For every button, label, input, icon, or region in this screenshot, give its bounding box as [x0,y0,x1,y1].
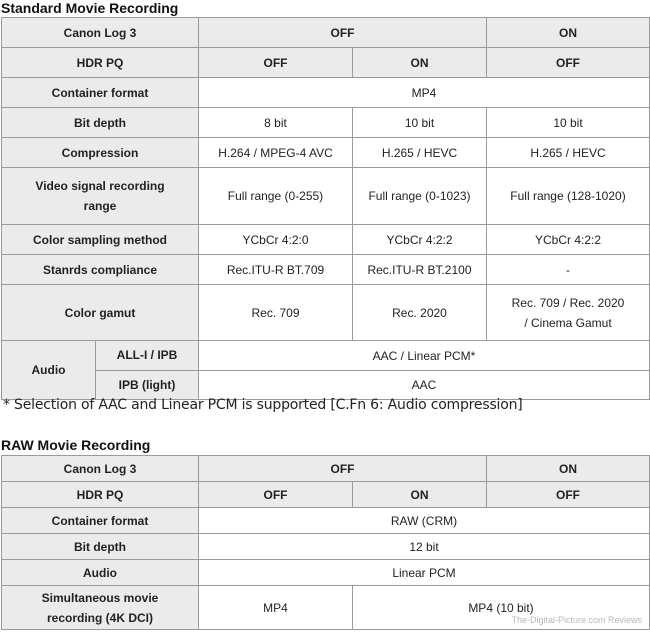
standard-movie-title: Standard Movie Recording [1,0,179,16]
raw-canon-log3-on: ON [487,456,650,482]
raw-bit-depth-label: Bit depth [2,534,199,560]
raw-audio-value: Linear PCM [199,560,650,586]
audio-label: Audio [31,363,66,377]
table-row [2,78,650,108]
color-gamut-col3-line1: Rec. 709 / Rec. 2020 [511,295,625,310]
table-row [2,508,650,534]
table-row [2,18,650,48]
signal-range-label-line2: range [83,199,117,213]
raw-simultaneous-label-line1: Simultaneous movie [41,590,159,605]
standards-col1: Rec.ITU-R BT.709 [199,255,353,285]
compression-col1: H.264 / MPEG-4 AVC [199,138,353,168]
table-row [2,341,650,371]
standards-label: Stanrds compliance [2,255,199,285]
raw-audio-label: Audio [2,560,199,586]
raw-hdr-pq-col2: ON [353,482,487,508]
signal-range-col2: Full range (0-1023) [353,168,487,225]
signal-range-col3: Full range (128-1020) [487,168,650,225]
container-format-value: MP4 [199,78,650,108]
raw-simultaneous-col1: MP4 [199,586,353,630]
standards-col2: Rec.ITU-R BT.2100 [353,255,487,285]
compression-label: Compression [2,138,199,168]
raw-container-format-label: Container format [2,508,199,534]
audio-label-cell [2,341,199,400]
standards-col3: - [487,255,650,285]
table-row [2,255,650,285]
color-sampling-col3: YCbCr 4:2:2 [487,225,650,255]
standard-movie-table [1,17,650,400]
container-format-label: Container format [2,78,199,108]
raw-movie-table [1,455,650,630]
color-sampling-col1: YCbCr 4:2:0 [199,225,353,255]
canon-log3-label: Canon Log 3 [2,18,199,48]
color-gamut-col3-line2: / Cinema Gamut [524,315,612,330]
table-row [2,138,650,168]
site-watermark: The-Digital-Picture.com Reviews [511,615,642,625]
hdr-pq-label: HDR PQ [2,48,199,78]
color-gamut-col3 [487,285,650,341]
color-sampling-label: Color sampling method [2,225,199,255]
table-row [2,168,650,225]
audio-sub2-value: AAC [199,371,650,400]
audio-sub1-label: ALL-I / IPB [96,341,198,371]
bit-depth-col2: 10 bit [353,108,487,138]
raw-movie-title: RAW Movie Recording [1,437,151,453]
color-gamut-col2: Rec. 2020 [353,285,487,341]
raw-bit-depth-value: 12 bit [199,534,650,560]
raw-canon-log3-label: Canon Log 3 [2,456,199,482]
signal-range-label [2,168,199,225]
table-row [2,285,650,341]
raw-canon-log3-off: OFF [199,456,487,482]
audio-sub2-label: IPB (light) [118,377,176,392]
raw-hdr-pq-col3: OFF [487,482,650,508]
raw-simultaneous-label [2,586,199,630]
signal-range-label-line1: Video signal recording [35,179,165,193]
table-row [2,108,650,138]
bit-depth-col1: 8 bit [199,108,353,138]
table-row [2,534,650,560]
hdr-pq-col3: OFF [487,48,650,78]
canon-log3-off: OFF [199,18,487,48]
raw-container-format-value: RAW (CRM) [199,508,650,534]
table-row [2,48,650,78]
audio-footnote: * Selection of AAC and Linear PCM is supported [C.Fn 6: Audio compression] [3,397,523,413]
audio-sub1-value: AAC / Linear PCM* [199,341,650,371]
hdr-pq-col2: ON [353,48,487,78]
raw-simultaneous-label-line2: recording (4K DCI) [46,610,153,625]
color-gamut-col1: Rec. 709 [199,285,353,341]
raw-hdr-pq-col1: OFF [199,482,353,508]
color-gamut-label: Color gamut [2,285,199,341]
canon-log3-on: ON [487,18,650,48]
hdr-pq-col1: OFF [199,48,353,78]
table-row [2,482,650,508]
raw-hdr-pq-label: HDR PQ [2,482,199,508]
raw-simultaneous-col2: MP4 (10 bit) [353,586,650,630]
color-sampling-col2: YCbCr 4:2:2 [353,225,487,255]
table-row [2,456,650,482]
compression-col2: H.265 / HEVC [353,138,487,168]
signal-range-col1: Full range (0-255) [199,168,353,225]
table-row [2,560,650,586]
table-row [2,225,650,255]
bit-depth-label: Bit depth [2,108,199,138]
compression-col3: H.265 / HEVC [487,138,650,168]
bit-depth-col3: 10 bit [487,108,650,138]
